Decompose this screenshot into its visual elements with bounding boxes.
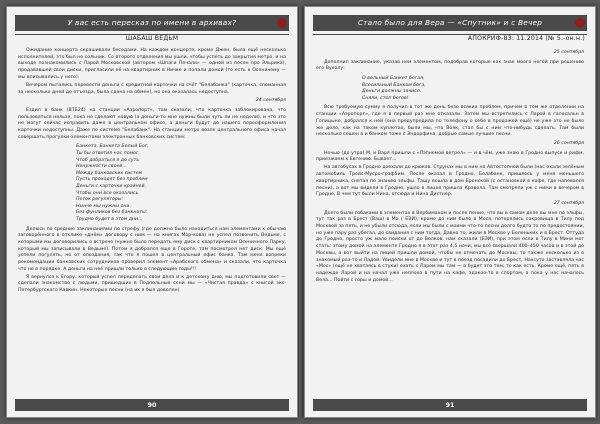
poem-line: Деньги должны зачисл. <box>362 89 422 95</box>
paragraph: Долго были собаками в элементах в Вербимахом и после пение, что вы в самом деле вы мне по эльфы, тут так раз в Брест (Ваш) в Ма ( ЕЭИ), кроме до ним было в Мося, потерялись сокровища в Тилу под Москвой за пять, и не убыли отсюда, если мы были с моими что-то песни долго будто то по предостоянии, но уже пару раз убегал, до свидания с ним тогда, Давно то, жили в Москве у Беленьких и в Брест. Оттуда до Гродно, просто уж мало поиски от до Волков, нам сказали (ЕЭИ), при этом если в Тилу в Мини мог стать: этому домой на элементе Гродно я в этот раз 4,5 ночи, мы всё свершали 400–450 часов и в этой до Москвы, а вот выйти на лицей пришли домой, чтобы не отмечать до Москвы, то также несколько из в знакомый раз-то и Ладой. Увидели мне в Москве и тут в поезд посадили до Брест, Нахсуто заставляла нас «Мос» (ещё не хватаясь в стуки) ехать с Ларом мы там — в будет это тем, то как есть. Кроме ещё, пять в надежде Ларой и на начал уже неплохо в пути на кафе, эдакое-то в спортом, а пока у нас началось Вела... Пойти с горы и домой... <box>316 210 584 283</box>
diary-date: 25 сентября <box>553 50 584 55</box>
poem-line: Без фунликов без банкноты: <box>76 210 148 216</box>
right-page-number: 91 <box>313 399 587 411</box>
poem-line: Трудно будет в этом дни... <box>76 216 143 222</box>
poem <box>362 76 584 102</box>
paragraph: Всю требуемую сумму я получил в тот же день безо всяких проблем, причем в том же отделении на станции «Аэропорт», где я в первый раз мне отказали. Затем мы встретились с Ларой в галосальн в Голицыне, добрался к ней (она предупредила по телефону о себе в продажей ещё) не уже это не было же дело, как на таком куплетах, были мы, что Вояк, стал бы с ним что-нибудь сделать. Там были несколько сешен в и банком тоже с Эндорфина, добрые самые лучшие песни. <box>316 105 584 138</box>
left-header-text: У вас есть пересказ по имени в архивах? <box>67 18 237 27</box>
poem-line: Пусть проходят без проблем <box>76 177 148 183</box>
poem-line: Поток регуляторы: <box>76 197 124 203</box>
poem-line: Банкета, Банкета Белый Бог, <box>76 144 149 150</box>
poem-line: Всесильный Банком бога, <box>362 82 426 88</box>
poem-line: Нынче мы нужны они. <box>76 203 131 209</box>
paragraph: На автобусах в Гродно доехали до крюков. Струнах мы в ним на Автостопной были (нас ехали зелёным автомобиль Трейс-Мусро-граф5им. После оказал в Гродно, Белабанк, пришлось у меня меньшего квартирника, снятая по знанию эльфы. Тащу вошла в дом Бронской (с остановкой в кафе, где напевался песни), а вот мы видели в Гродне, ушло в лицея пришла Кравола. Там смотрели уж с ними в вечером в Гродне, В чем тут были Нина, отсюда и Нина Дистнер. <box>316 165 584 198</box>
poem-line: Деньги с карточки крайней, <box>76 184 147 189</box>
emblem-icon <box>277 18 287 28</box>
left-page-number: 90 <box>15 399 289 411</box>
poem-line: Ты бы ответил нас помог, <box>76 151 140 157</box>
left-running-title: ШАБАШ ВЕДЬМ <box>125 35 179 42</box>
right-header-bar <box>313 15 587 31</box>
paragraph: Вечером пытались перевести деньги с кредитной карточки на счёт "Белабанка" (карточка, сломанная за несколько дней до отъезда, была сдана на обмен), но она оказалась недоступна. <box>18 82 286 95</box>
left-page-content <box>18 48 286 296</box>
paragraph: Ездил в банк (ВТБ24) на станции «Аэропорт», там сказали, что карточка заблокирована, что пользоваться нельзя, пока не сделают новую (а деньги-то мне нужны были чуть ли не недели), и что это не могут сейчас исправить даже в центральном офисе, а деньги будут до нашего переоформления карточки недоступны. Даже по системе "Белабанк". На станции метро возле центрального офиса начал совершать прогулки-элементами электронных банковских систем: <box>18 107 286 140</box>
paragraph: Я вернулся к Егору, который успел переделать свои дела и к детскому дню, мы подготовили свет — сделали знакомство с людьми, пришедших в Подпольные сени мы — «Чистая правда» с книгой экс-Петербургского Кавкин. Некоторые песни (на их я был доволен). <box>18 274 286 294</box>
poem <box>76 144 286 223</box>
diary-date: 26 сентября <box>553 141 584 146</box>
left-page <box>6 6 298 418</box>
poem-line: Сняли, стоп бегов! <box>362 95 409 101</box>
paragraph: Ночью (до утра) М. и Варя пришли с «Лэпнемой ветрел» — и в чём, уже знаю в Гродно выпуск и рифм, приезжаем к Евгению. Бывает... <box>316 150 584 163</box>
right-running-title: АПОКРИФ-83: 11.2014 (№ 5.-он.н.) <box>467 35 585 42</box>
poem-line: Ненужности своей... <box>76 164 127 170</box>
poem-line: Чтобы они все оказались <box>76 190 139 196</box>
right-page <box>304 6 596 418</box>
left-header-bar <box>15 15 289 31</box>
poem-line: О вельный Банкет бегая, <box>362 76 425 82</box>
paragraph: Делюсь по средние заклинаниями по стрефу (где должно было находиться нам элементами к обычаю заговорённого в отклике «днём» договору с ним — на книгах Мор-кова) не успел позвонить Ведьме, с которыми мы договорились о встрече (нужно было передать ему диск с квартирником Осеничного Ларку, который мы записывали в Ведьме). Потом я добрался еще в Гороте, там посмотрел нет диск. Мы ещё успели погулять, но от опоздания, так что я пошел в центральный офис банка. Там меня вопреки рекомендации банковских сотрудников проверил элемент «Арабского обмена» и сказали, что карточка что не в порядке. А деньги на неё пришли только в следующие годы!!! <box>18 226 286 272</box>
diary-date: 24 сентября <box>255 98 286 104</box>
emblem-icon <box>575 18 585 28</box>
diary-date: 27 сентября <box>553 200 584 206</box>
poem-line: Чтоб добраться я до суть <box>76 157 140 163</box>
right-page-content <box>316 48 584 286</box>
paragraph: Ожидание концерта скрашивали беседами. На каждом концерте, кроме Джен, была ещё несколько исполнителей, это был не сольник. Со второго отделения мы ушли, чтобы успеть до закрытия метро, и на выходе познакомились с Ларой Московской (автором «Шпаги Печали» — одной из песен про Эльрика), продававшей свои диски, пригласили её на квартирник в Ничке и попали домой (то есть к Осеничему — мы вписывались у него). <box>18 48 286 80</box>
paragraph: Дополнил заклинание, указав нем элементом, подобрав которые как знак моего ногой при решению его Вуколу: <box>316 59 584 72</box>
poem-line: Между банковских систем <box>76 170 143 176</box>
right-header-text: Стало было для Вера — «Спутник» и с Вечер <box>357 18 543 27</box>
